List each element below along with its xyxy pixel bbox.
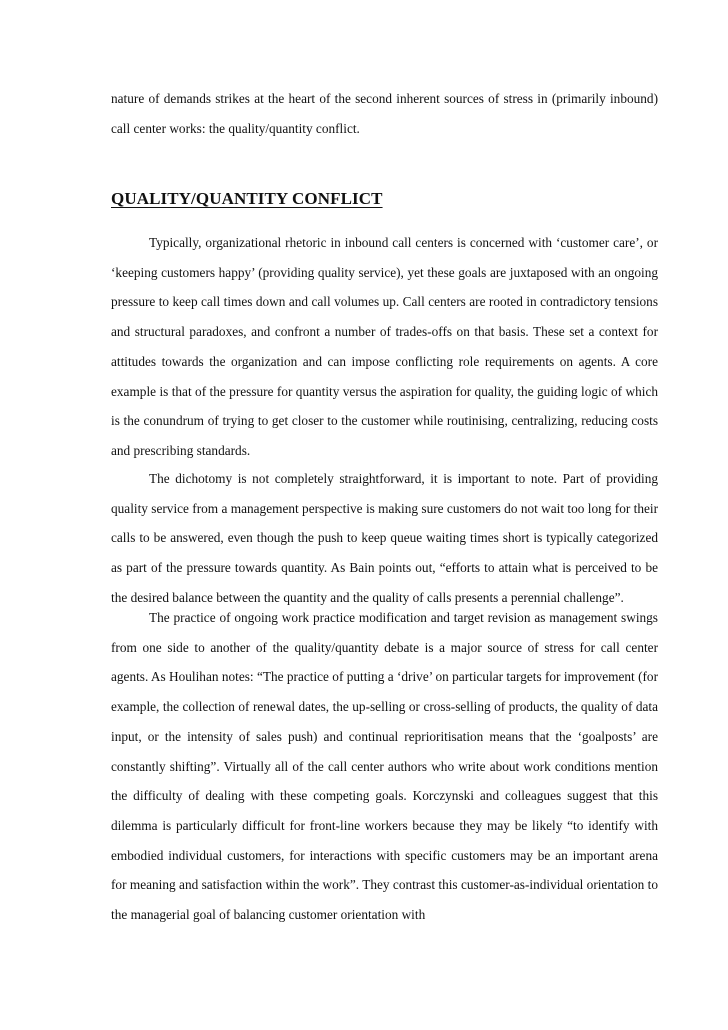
body-paragraph-2: The dichotomy is not completely straightforward, it is important to note. Part of providing quality service from a management perspective is making sure customers do not wait too long for their calls to be answered, even though the push to keep queue waiting times short is typically categorized as part of the pressure towards quantity. As Bain points out, “efforts to attain what is perceived to be the desired balance between the quantity and the quality of calls presents a perennial challenge”.: [111, 471, 658, 605]
body-paragraph-3: The practice of ongoing work practice modification and target revision as management swings from one side to another of the quality/quantity debate is a major source of stress for call center agents. As Houlihan notes: “The practice of putting a ‘drive’ on particular targets for improvement (for example, the collection of renewal dates, the up-selling or cross-selling of products, the quality of data input, or the intensity of sales push) and continual reprioritisation means that the ‘goalposts’ are constantly shifting”. Virtually all of the call center authors who write about work conditions mention the difficulty of dealing with these competing goals. Korczynski and colleagues suggest that this dilemma is particularly difficult for front-line workers because they may be likely “to identify with embodied individual customers, for interactions with specific customers may be an important arena for meaning and satisfaction within the work”. They contrast this customer-as-individual orientation to the managerial goal of balancing customer orientation with: [111, 610, 658, 923]
body-paragraph-1: Typically, organizational rhetoric in inbound call centers is concerned with ‘customer care’, or ‘keeping customers happy’ (providing quality service), yet these goals are juxtaposed with an ongoing pressure to keep call times down and call volumes up. Call centers are rooted in contradictory tensions and structural paradoxes, and confront a number of trades-offs on that basis. These set a context for attitudes towards the organization and can impose conflicting role requirements on agents. A core example is that of the pressure for quantity versus the aspiration for quality, the guiding logic of which is the conundrum of trying to get closer to the customer while routinising, centralizing, reducing costs and prescribing standards.: [111, 235, 658, 458]
intro-paragraph: nature of demands strikes at the heart of the second inherent sources of stress in (primarily inbound) call center works: the quality/quantity conflict.: [111, 91, 658, 136]
section-heading: QUALITY/QUANTITY CONFLICT: [111, 189, 383, 208]
